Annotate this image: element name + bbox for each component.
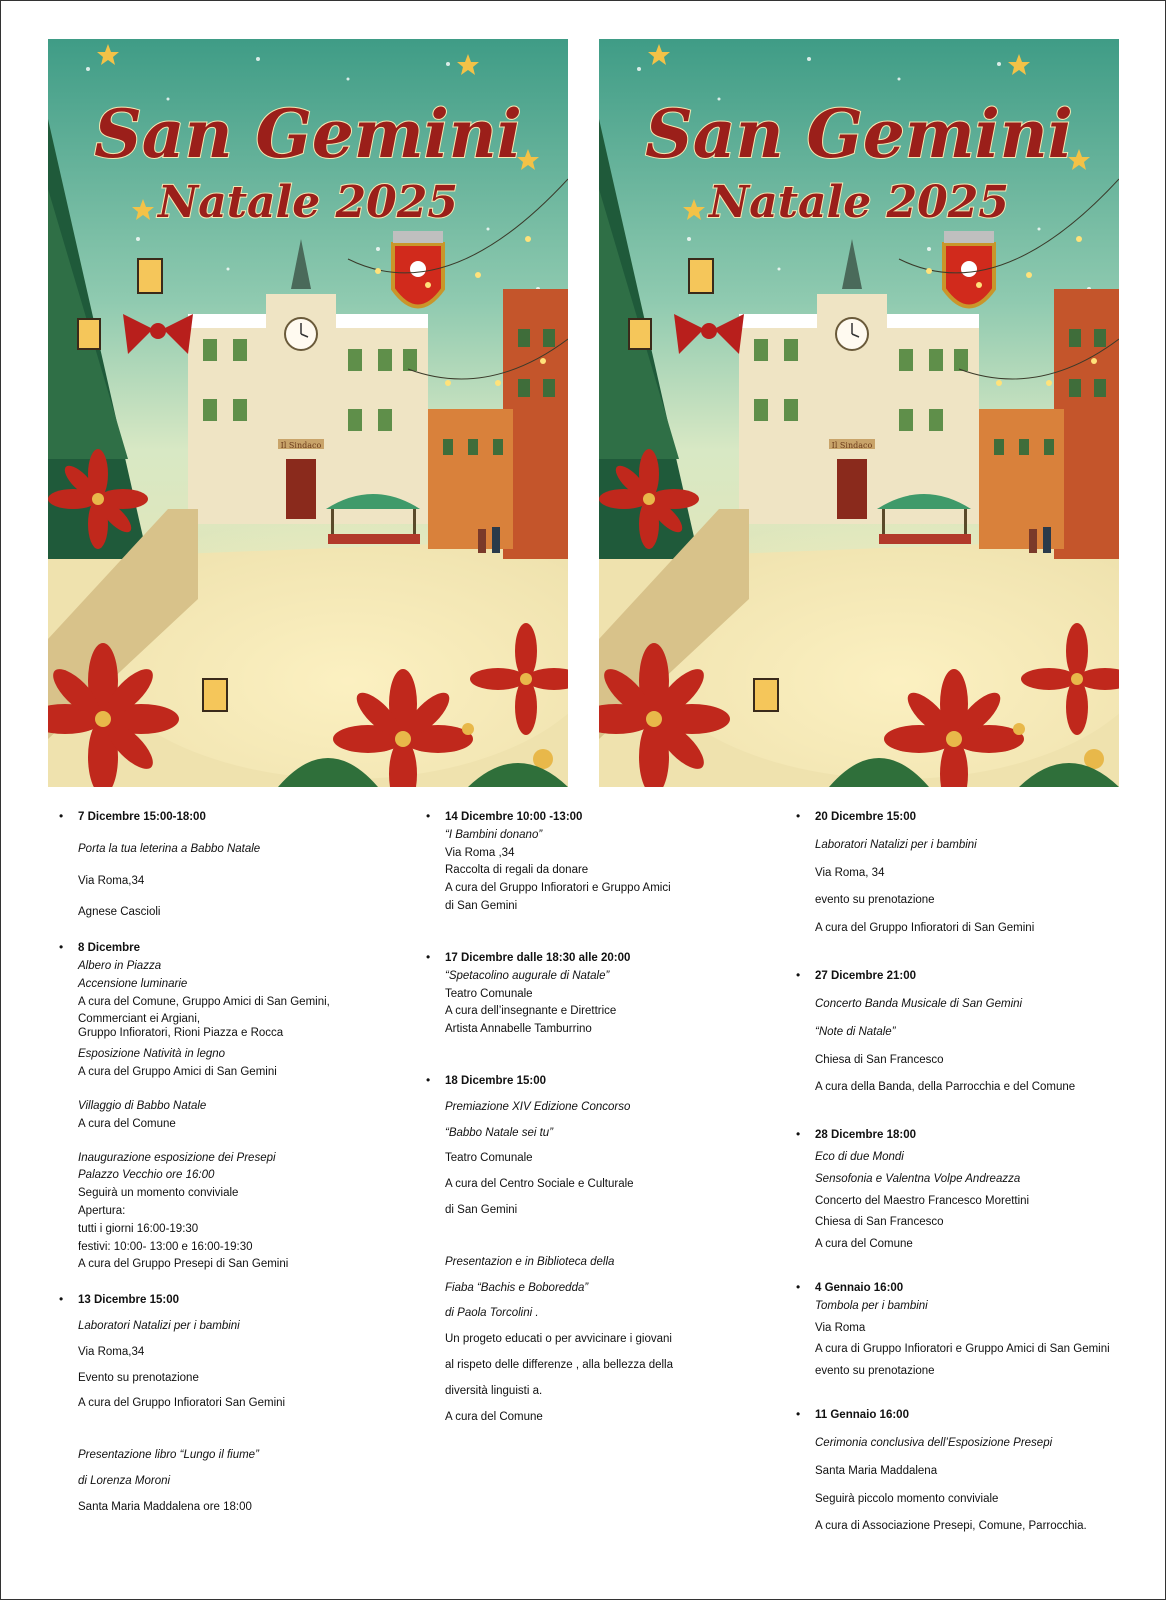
event-detail-italic: “Note di Natale” xyxy=(815,1025,896,1038)
poster-illustration xyxy=(599,39,1119,787)
event-date-heading: 7 Dicembre 15:00-18:00 xyxy=(78,811,206,823)
bullet-icon: • xyxy=(426,1072,431,1087)
event-detail: A cura del Gruppo Presepi di San Gemini xyxy=(78,1258,289,1271)
bullet-icon: • xyxy=(59,940,64,955)
event-detail: Agnese Cascioli xyxy=(78,906,161,919)
event-detail: Raccolta di regali da donare xyxy=(445,864,589,877)
event-detail: A cura del Centro Sociale e Culturale xyxy=(445,1178,634,1191)
event-detail: festivi: 10:00- 13:00 e 16:00-19:30 xyxy=(78,1240,253,1253)
event-item xyxy=(426,1073,746,1427)
event-detail-italic: Tombola per i bambini xyxy=(815,1299,928,1312)
event-detail: Via Roma xyxy=(815,1321,866,1334)
bullet-icon: • xyxy=(59,809,64,823)
event-detail-italic: “Babbo Natale sei tu” xyxy=(445,1126,554,1139)
event-detail: Apertura: xyxy=(78,1204,126,1217)
event-detail-italic: Albero in Piazza xyxy=(78,960,162,973)
event-detail: Chiesa di San Francesco xyxy=(815,1053,944,1066)
bullet-icon: • xyxy=(796,968,801,983)
event-detail: A cura del Gruppo Infioratori San Gemini xyxy=(78,1397,286,1410)
event-detail-italic: Presentazion e in Biblioteca della xyxy=(445,1255,615,1268)
event-detail: tutti i giorni 16:00-19:30 xyxy=(78,1222,199,1235)
event-detail: Gruppo Infioratori, Rioni Piazza e Rocca xyxy=(78,1026,284,1039)
bullet-icon: • xyxy=(796,1280,801,1294)
event-date-heading: 13 Dicembre 15:00 xyxy=(78,1294,180,1307)
event-detail: Via Roma,34 xyxy=(78,1345,145,1358)
event-detail: Santa Maria Maddalena ore 18:00 xyxy=(78,1500,252,1513)
event-detail: A cura del Gruppo Amici di San Gemini xyxy=(78,1066,277,1079)
event-detail: Via Roma, 34 xyxy=(815,866,885,879)
event-detail: Santa Maria Maddalena xyxy=(815,1464,938,1477)
event-item xyxy=(426,950,746,1039)
event-detail: Teatro Comunale xyxy=(445,987,533,1000)
poster-illustration xyxy=(48,39,568,787)
event-detail: Seguirà un momento conviviale xyxy=(78,1187,239,1200)
event-detail: A cura del Gruppo Infioratori di San Gemini xyxy=(815,922,1035,935)
event-detail: Via Roma ,34 xyxy=(445,846,515,859)
event-detail: evento su prenotazione xyxy=(815,1365,935,1378)
event-detail: di San Gemini xyxy=(445,900,518,913)
event-date-heading: 11 Gennaio 16:00 xyxy=(815,1409,909,1422)
event-detail-italic: Inaugurazione esposizione dei Presepi xyxy=(78,1151,276,1164)
bullet-icon: • xyxy=(426,809,431,823)
event-detail: evento su prenotazione xyxy=(815,894,935,907)
event-detail: Chiesa di San Francesco xyxy=(815,1216,944,1229)
poster-left xyxy=(48,39,568,787)
event-detail: Un progeto educati o per avvicinare i giovani xyxy=(445,1333,672,1346)
event-item xyxy=(426,809,746,916)
bullet-icon: • xyxy=(796,809,801,823)
event-detail-italic: Sensofonia e Valentna Volpe Andreazza xyxy=(815,1172,1021,1185)
event-item xyxy=(796,1127,1136,1254)
event-item xyxy=(796,1407,1136,1536)
event-detail-italic: Concerto Banda Musicale di San Gemini xyxy=(815,997,1023,1010)
event-detail-italic: Porta la tua leterina a Babbo Natale xyxy=(78,842,261,855)
event-item xyxy=(59,940,389,1274)
bullet-icon: • xyxy=(59,1292,64,1307)
event-date-heading: 27 Dicembre 21:00 xyxy=(815,970,917,983)
event-item xyxy=(796,1280,1136,1381)
event-detail: Via Roma,34 xyxy=(78,874,145,887)
bullet-icon: • xyxy=(796,1407,801,1422)
event-detail-italic: Esposizione Natività in legno xyxy=(78,1048,226,1061)
event-date-heading: 20 Dicembre 15:00 xyxy=(815,811,917,823)
poster-title: San Gemini xyxy=(94,95,522,173)
event-detail: Commerciant ei Argiani, xyxy=(78,1012,201,1025)
event-detail-italic: Presentazione libro “Lungo il fiume” xyxy=(78,1449,259,1462)
event-detail: Teatro Comunale xyxy=(445,1152,533,1165)
event-detail: A cura di Gruppo Infioratori e Gruppo Amici di San Gemini xyxy=(815,1343,1110,1356)
building-sign: Il Sindaco xyxy=(280,441,322,450)
poster-subtitle: Natale 2025 xyxy=(708,177,1010,228)
event-detail: A cura del Comune xyxy=(445,1410,543,1423)
event-detail-italic: Laboratori Natalizi per i bambini xyxy=(78,1320,240,1332)
event-detail-italic: “Spetacolino augurale di Natale” xyxy=(445,969,610,982)
event-detail-italic: Laboratori Natalizi per i bambini xyxy=(815,838,977,851)
event-item xyxy=(59,809,389,922)
event-date-heading: 18 Dicembre 15:00 xyxy=(445,1074,547,1087)
event-detail: A cura del Comune xyxy=(78,1117,176,1130)
event-date-heading: 17 Dicembre dalle 18:30 alle 20:00 xyxy=(445,951,631,964)
event-detail-italic: di Paola Torcolini . xyxy=(445,1307,539,1320)
event-date-heading: 4 Gennaio 16:00 xyxy=(815,1282,904,1294)
event-detail-italic: Premiazione XIV Edizione Concorso xyxy=(445,1100,631,1113)
poster-subtitle: Natale 2025 xyxy=(157,177,459,228)
event-detail: A cura della Banda, della Parrocchia e del Comune xyxy=(815,1081,1076,1094)
event-detail-italic: Villaggio di Babbo Natale xyxy=(78,1099,207,1112)
event-detail: diversità linguisti a. xyxy=(445,1384,543,1397)
event-date-heading: 14 Dicembre 10:00 -13:00 xyxy=(445,811,583,823)
event-detail: A cura di Associazione Presepi, Comune, Parrocchia. xyxy=(815,1520,1087,1533)
event-detail-italic: “I Bambini donano” xyxy=(445,828,543,841)
event-detail: Concerto del Maestro Francesco Morettini xyxy=(815,1194,1030,1207)
event-detail-italic: Palazzo Vecchio ore 16:00 xyxy=(78,1169,215,1182)
poster-right xyxy=(599,39,1119,787)
event-detail: Seguirà piccolo momento conviviale xyxy=(815,1492,999,1505)
building-sign: Il Sindaco xyxy=(831,441,873,450)
event-detail: A cura dell’insegnante e Direttrice xyxy=(445,1005,617,1018)
event-item xyxy=(796,809,1136,938)
event-detail: Evento su prenotazione xyxy=(78,1371,199,1384)
bullet-icon: • xyxy=(426,949,431,964)
events-column-3 xyxy=(796,809,1136,1536)
poster-title: San Gemini xyxy=(645,95,1073,173)
event-item xyxy=(796,968,1136,1097)
event-detail: A cura del Gruppo Infioratori e Gruppo Amici xyxy=(445,882,671,895)
event-detail: al rispeto delle differenze , alla bellezza della xyxy=(445,1359,674,1372)
event-detail-italic: Eco di due Mondi xyxy=(815,1150,904,1163)
events-column-1 xyxy=(59,809,389,1517)
events-column-2 xyxy=(426,809,746,1427)
event-detail: A cura del Comune xyxy=(815,1238,913,1251)
event-detail: A cura del Comune, Gruppo Amici di San Gemini, xyxy=(78,995,330,1008)
event-detail-italic: Accensione luminarie xyxy=(78,977,188,990)
event-detail: Artista Annabelle Tamburrino xyxy=(445,1023,592,1036)
event-detail-italic: di Lorenza Moroni xyxy=(78,1475,171,1488)
event-date-heading: 28 Dicembre 18:00 xyxy=(815,1129,917,1142)
event-date-heading: 8 Dicembre xyxy=(78,942,141,955)
event-item xyxy=(59,1292,389,1517)
event-detail-italic: Cerimonia conclusiva dell’Esposizione Presepi xyxy=(815,1436,1053,1449)
event-detail: di San Gemini xyxy=(445,1204,518,1216)
event-detail-italic: Fiaba “Bachis e Boboredda” xyxy=(445,1281,589,1294)
bullet-icon: • xyxy=(796,1127,801,1142)
